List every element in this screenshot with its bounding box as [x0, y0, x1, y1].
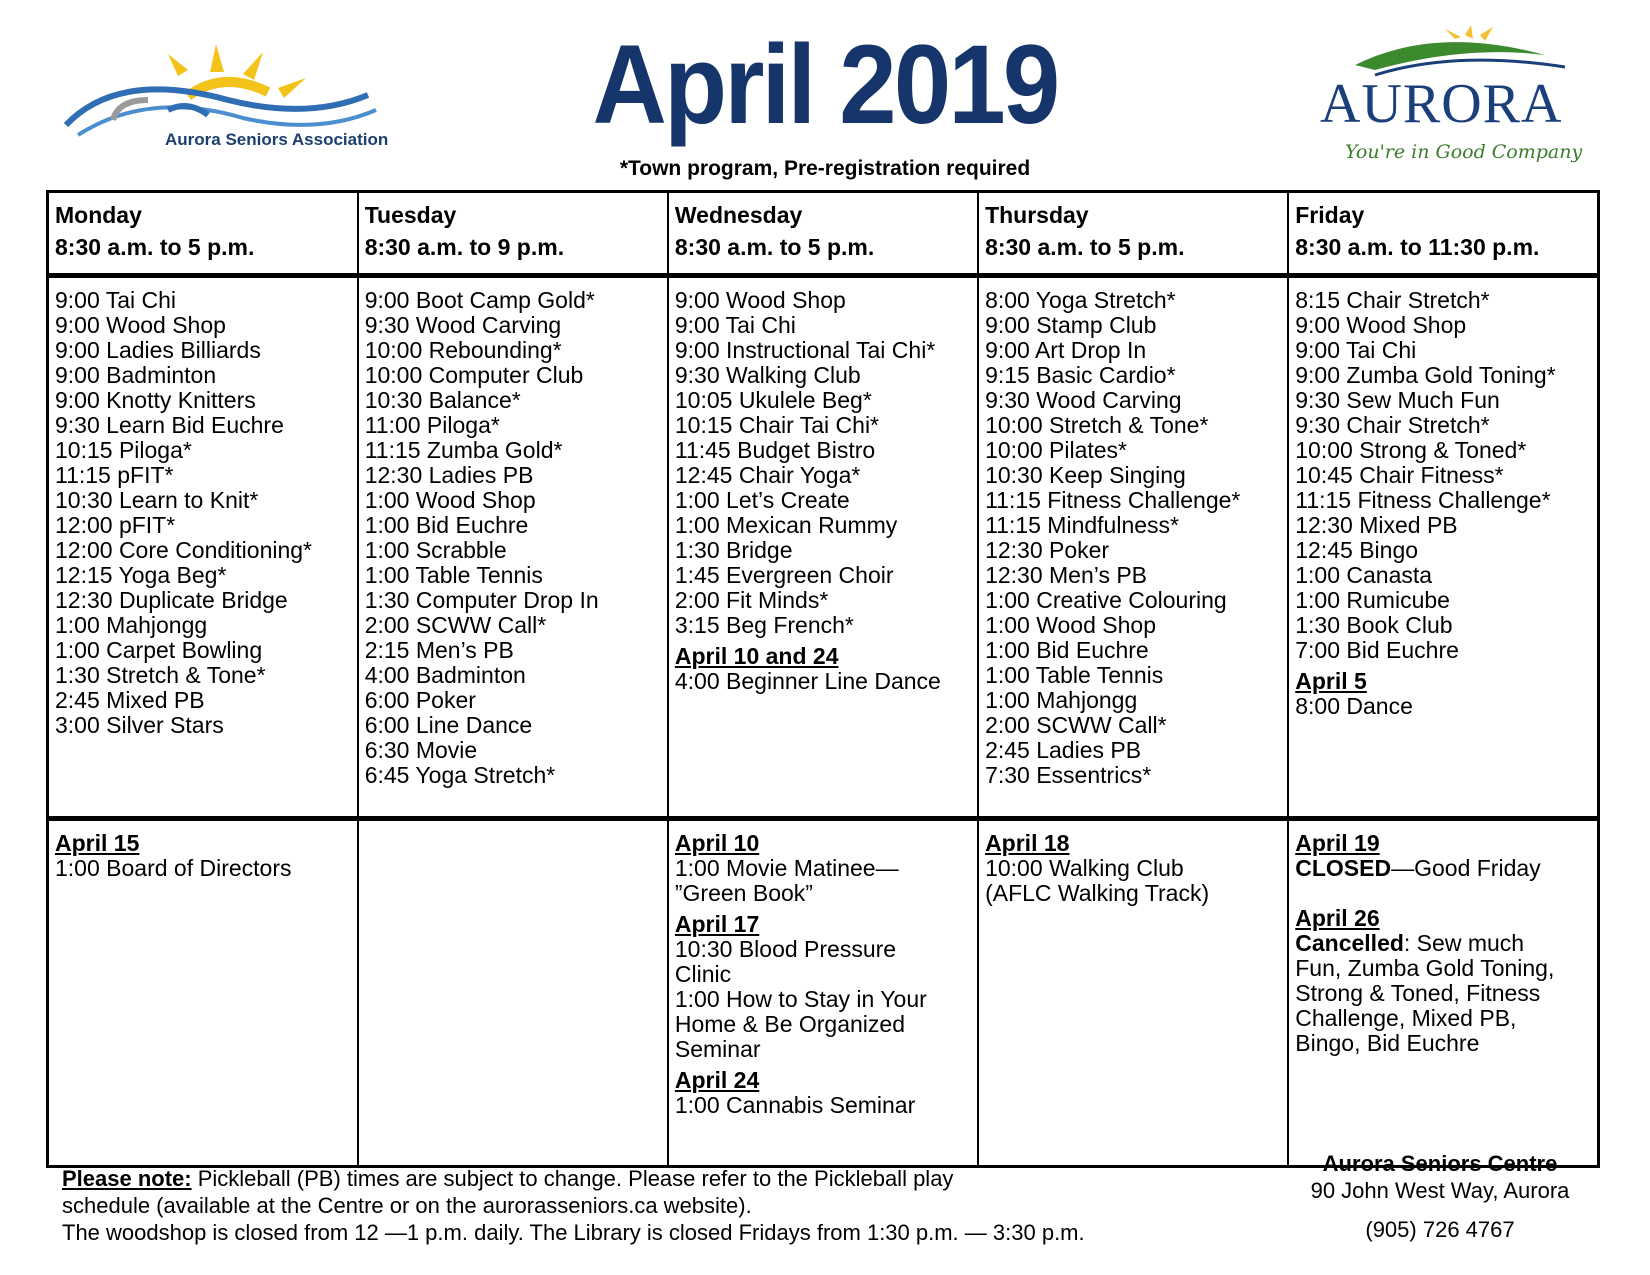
friday-specials	[1288, 819, 1598, 1167]
day-hours: 8:30 a.m. to 9 p.m.	[364, 234, 565, 260]
schedule-item: 1:45 Evergreen Choir	[674, 562, 894, 588]
schedule-item: 10:30 Keep Singing	[985, 462, 1186, 488]
schedule-item: 10:30 Balance*	[364, 387, 521, 413]
schedule-item: 9:00 Stamp Club	[985, 312, 1157, 338]
schedule-item: 1:00 Wood Shop	[364, 487, 536, 513]
day-header-row	[48, 192, 1599, 276]
schedule-item: 2:45 Ladies PB	[985, 737, 1142, 763]
schedule-item: 1:00 Bid Euchre	[364, 512, 529, 538]
weekly-schedule-row	[48, 276, 1599, 819]
page-title: April 2019	[592, 22, 1058, 147]
schedule-item: 2:00 SCWW Call*	[364, 612, 547, 638]
event-text	[1295, 931, 1591, 956]
event-date: April 19	[1295, 830, 1380, 856]
schedule-item: 10:00 Rebounding*	[364, 337, 562, 363]
event-text: 1:00 Movie Matinee—	[674, 855, 899, 881]
schedule-item: 9:30 Wood Carving	[985, 387, 1182, 413]
event-date: April 15	[55, 830, 140, 856]
schedule-item: 2:00 Fit Minds*	[674, 587, 829, 613]
schedule-item: 9:00 Wood Shop	[1295, 312, 1467, 338]
schedule-item: 10:00 Strong & Toned*	[1295, 437, 1527, 463]
event-text: Clinic	[674, 961, 732, 987]
schedule-item: 12:45 Bingo	[1295, 537, 1419, 563]
day-name: Wednesday	[674, 202, 803, 228]
schedule-item: 9:15 Basic Cardio*	[985, 362, 1176, 388]
schedule-item: 10:15 Piloga*	[55, 437, 192, 463]
cancelled-label: Cancelled	[1295, 930, 1404, 956]
schedule-item: 9:30 Chair Stretch*	[1295, 412, 1490, 438]
centre-phone: (905) 726 4767	[1365, 1217, 1515, 1242]
friday-schedule	[1288, 276, 1598, 819]
event-text	[1295, 856, 1591, 881]
event-date: April 10	[674, 830, 760, 856]
note-line-2: schedule (available at the Centre or on the aurorasseniors.ca website).	[62, 1193, 752, 1218]
schedule-item: 9:00 Badminton	[55, 362, 217, 388]
schedule-item: 6:00 Poker	[364, 687, 476, 713]
wednesday-header	[668, 192, 978, 276]
event-date: April 24	[674, 1067, 760, 1093]
schedule-item: 9:30 Walking Club	[674, 362, 861, 388]
friday-extra-heading: April 5	[1295, 668, 1367, 694]
thursday-specials	[978, 819, 1288, 1167]
schedule-item: 4:00 Beginner Line Dance	[674, 668, 941, 694]
schedule-item: 11:45 Budget Bistro	[674, 437, 876, 463]
schedule-item: 10:05 Ukulele Beg*	[674, 387, 872, 413]
schedule-item: 1:30 Book Club	[1295, 612, 1453, 638]
tuesday-schedule	[358, 276, 668, 819]
schedule-item: 12:30 Ladies PB	[364, 462, 534, 488]
event-text: 10:00 Walking Club	[985, 855, 1184, 881]
tuesday-header	[358, 192, 668, 276]
event-text: Bingo, Bid Euchre	[1295, 1030, 1480, 1056]
schedule-item: 9:00 Art Drop In	[985, 337, 1147, 363]
event-date: April 18	[985, 830, 1070, 856]
page-subtitle: *Town program, Pre-registration required	[619, 157, 1031, 180]
calendar-table	[46, 190, 1600, 1168]
schedule-item: 8:00 Dance	[1295, 693, 1413, 719]
centre-contact	[1290, 1150, 1590, 1243]
day-name: Thursday	[985, 202, 1089, 228]
schedule-item: 1:30 Stretch & Tone*	[55, 662, 266, 688]
schedule-item: 9:00 Boot Camp Gold*	[364, 287, 595, 313]
wednesday-specials	[668, 819, 978, 1167]
event-text: Home & Be Organized	[674, 1011, 905, 1037]
event-date: April 17	[674, 911, 760, 937]
schedule-item: 3:15 Beg French*	[674, 612, 854, 638]
event-date: April 26	[1295, 905, 1380, 931]
footer-note	[62, 1165, 1085, 1246]
event-text: (AFLC Walking Track)	[985, 880, 1210, 906]
schedule-item: 9:00 Tai Chi	[674, 312, 796, 338]
schedule-item: 1:30 Bridge	[674, 537, 793, 563]
schedule-item: 2:00 SCWW Call*	[985, 712, 1167, 738]
schedule-item: 1:30 Computer Drop In	[364, 587, 599, 613]
schedule-item: 10:00 Pilates*	[985, 437, 1127, 463]
left-logo-text: Aurora Seniors Association	[165, 130, 389, 149]
schedule-item: 9:00 Knotty Knitters	[55, 387, 256, 413]
closed-reason: —Good Friday	[1391, 855, 1541, 881]
schedule-item: 9:00 Zumba Gold Toning*	[1295, 362, 1556, 388]
schedule-item: 9:30 Wood Carving	[364, 312, 562, 338]
wednesday-extra-heading: April 10 and 24	[674, 643, 839, 669]
schedule-item: 11:00 Piloga*	[364, 412, 500, 438]
schedule-item: 10:15 Chair Tai Chi*	[674, 412, 880, 438]
schedule-item: 4:00 Badminton	[364, 662, 526, 688]
schedule-item: 10:00 Computer Club	[364, 362, 584, 388]
schedule-item: 12:30 Men’s PB	[985, 562, 1148, 588]
event-text: 1:00 How to Stay in Your	[674, 986, 927, 1012]
special-events-row	[48, 819, 1599, 1167]
schedule-item: 1:00 Mexican Rummy	[674, 512, 898, 538]
monday-schedule	[48, 276, 358, 819]
event-text: ”Green Book”	[674, 880, 813, 906]
schedule-item: 1:00 Canasta	[1295, 562, 1433, 588]
aurora-tagline: You're in Good Company	[1345, 141, 1583, 163]
schedule-item: 9:30 Learn Bid Euchre	[55, 412, 284, 438]
note-text: Pickleball (PB) times are subject to change. Please refer to the Pickleball play	[191, 1166, 954, 1191]
schedule-item: 9:00 Ladies Billiards	[55, 337, 261, 363]
schedule-item: 1:00 Table Tennis	[985, 662, 1164, 688]
schedule-item: 1:00 Mahjongg	[55, 612, 208, 638]
schedule-item: 9:00 Instructional Tai Chi*	[674, 337, 936, 363]
thursday-header	[978, 192, 1288, 276]
schedule-item: 1:00 Mahjongg	[985, 687, 1138, 713]
schedule-item: 6:30 Movie	[364, 737, 478, 763]
note-line-3: The woodshop is closed from 12 —1 p.m. daily. The Library is closed Fridays from 1:30 p.m. — 3:30 p.m.	[62, 1220, 1085, 1245]
schedule-item: 12:00 Core Conditioning*	[55, 537, 313, 563]
schedule-item: 8:15 Chair Stretch*	[1295, 287, 1490, 313]
schedule-item: 12:30 Mixed PB	[1295, 512, 1458, 538]
day-name: Monday	[55, 202, 142, 228]
note-line-1	[62, 1165, 1085, 1192]
schedule-item: 9:30 Sew Much Fun	[1295, 387, 1500, 413]
centre-address: 90 John West Way, Aurora	[1310, 1178, 1570, 1203]
schedule-item: 3:00 Silver Stars	[55, 712, 224, 738]
schedule-item: 10:00 Stretch & Tone*	[985, 412, 1209, 438]
day-hours: 8:30 a.m. to 11:30 p.m.	[1295, 234, 1540, 260]
schedule-item: 12:30 Duplicate Bridge	[55, 587, 288, 613]
schedule-item: 1:00 Carpet Bowling	[55, 637, 263, 663]
schedule-item: 12:00 pFIT*	[55, 512, 176, 538]
schedule-item: 6:45 Yoga Stretch*	[364, 762, 556, 788]
schedule-item: 2:15 Men’s PB	[364, 637, 514, 663]
schedule-item: 1:00 Creative Colouring	[985, 587, 1227, 613]
schedule-item: 1:00 Table Tennis	[364, 562, 543, 588]
schedule-item: 9:00 Tai Chi	[55, 287, 177, 313]
schedule-item: 7:00 Bid Euchre	[1295, 637, 1459, 663]
note-label: Please note:	[62, 1166, 192, 1191]
monday-specials	[48, 819, 358, 1167]
day-hours: 8:30 a.m. to 5 p.m.	[985, 234, 1185, 260]
event-text: 1:00 Cannabis Seminar	[674, 1092, 916, 1118]
schedule-item: 9:00 Tai Chi	[1295, 337, 1417, 363]
day-name: Tuesday	[364, 202, 457, 228]
cancelled-list: : Sew much	[1403, 930, 1525, 956]
schedule-item: 1:00 Scrabble	[364, 537, 507, 563]
schedule-item: 10:45 Chair Fitness*	[1295, 462, 1504, 488]
schedule-item: 12:15 Yoga Beg*	[55, 562, 227, 588]
event-text: Challenge, Mixed PB,	[1295, 1005, 1517, 1031]
event-text: 1:00 Board of Directors	[55, 855, 292, 881]
schedule-item: 9:00 Wood Shop	[55, 312, 226, 338]
schedule-item: 2:45 Mixed PB	[55, 687, 205, 713]
centre-name: Aurora Seniors Centre	[1322, 1151, 1558, 1176]
event-text: Fun, Zumba Gold Toning,	[1295, 955, 1555, 981]
schedule-item: 11:15 Zumba Gold*	[364, 437, 563, 463]
schedule-item: 8:00 Yoga Stretch*	[985, 287, 1176, 313]
schedule-item: 10:30 Learn to Knit*	[55, 487, 259, 513]
event-text: 10:30 Blood Pressure	[674, 936, 897, 962]
schedule-item: 7:30 Essentrics*	[985, 762, 1152, 788]
aurora-wordmark: AURORA	[1320, 73, 1563, 135]
schedule-item: 12:45 Chair Yoga*	[674, 462, 861, 488]
schedule-item: 1:00 Bid Euchre	[985, 637, 1149, 663]
closed-label: CLOSED	[1295, 855, 1392, 881]
tuesday-specials	[358, 819, 668, 1167]
schedule-item: 1:00 Let’s Create	[674, 487, 850, 513]
event-text: Seminar	[674, 1036, 761, 1062]
schedule-item: 1:00 Rumicube	[1295, 587, 1450, 613]
schedule-item: 11:15 Fitness Challenge*	[1295, 487, 1551, 513]
schedule-item: 11:15 Fitness Challenge*	[985, 487, 1241, 513]
wednesday-schedule	[668, 276, 978, 819]
schedule-item: 11:15 pFIT*	[55, 462, 174, 488]
schedule-item: 1:00 Wood Shop	[985, 612, 1156, 638]
event-text: Strong & Toned, Fitness	[1295, 980, 1541, 1006]
day-hours: 8:30 a.m. to 5 p.m.	[55, 234, 255, 260]
schedule-item: 11:15 Mindfulness*	[985, 512, 1179, 538]
monday-header	[48, 192, 358, 276]
schedule-item: 12:30 Poker	[985, 537, 1110, 563]
day-name: Friday	[1295, 202, 1365, 228]
schedule-item: 9:00 Wood Shop	[674, 287, 846, 313]
day-hours: 8:30 a.m. to 5 p.m.	[674, 234, 875, 260]
schedule-item: 6:00 Line Dance	[364, 712, 533, 738]
friday-header	[1288, 192, 1598, 276]
thursday-schedule	[978, 276, 1288, 819]
